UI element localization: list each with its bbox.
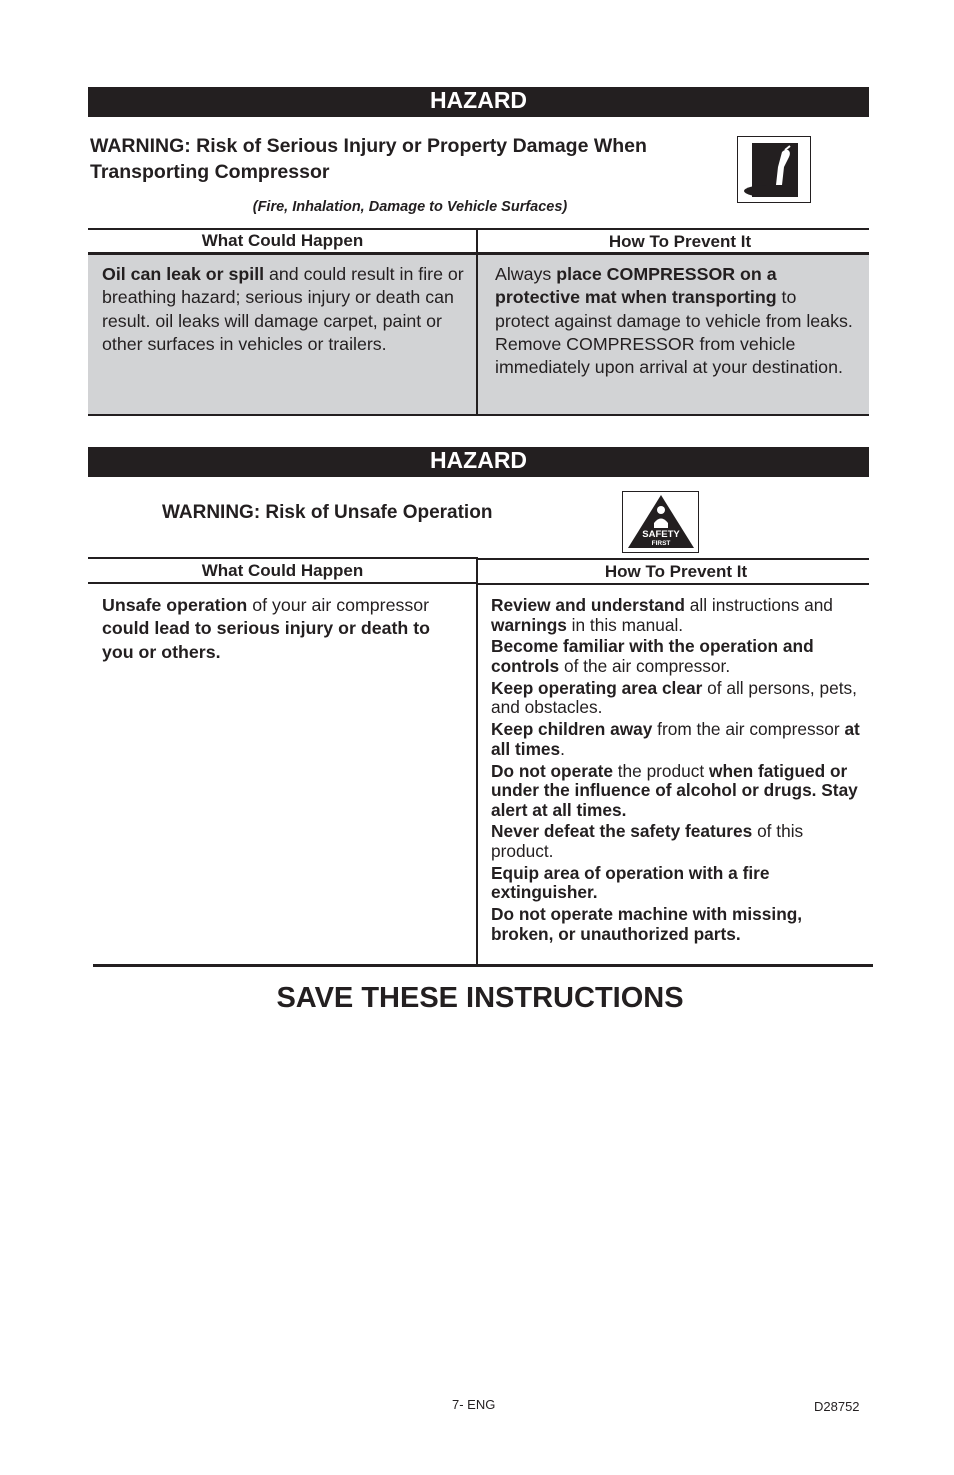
prevent-text-1: Always bbox=[495, 264, 557, 284]
prevent-text-2: to protect against damage to vehicle from leaks. Remove COMPRESSOR from vehicle immediately upon arrival at your destination. bbox=[495, 287, 853, 378]
unsafe-bold-1: Unsafe operation bbox=[102, 595, 248, 615]
col-header-how-2: How To Prevent It bbox=[604, 562, 748, 581]
divider bbox=[88, 228, 477, 230]
unsafe-bold-2: could lead to serious injury or death to you or others. bbox=[102, 618, 431, 662]
oil-leak-text: and could result in fire or breathing hazard; serious injury or death can result. oil leaks will damage carpet, paint or other surfaces in vehicles or trailers. bbox=[102, 264, 464, 354]
col-header-what-2: What Could Happen bbox=[201, 561, 364, 580]
prevent-bold: warnings bbox=[491, 614, 567, 635]
hazard-banner-2: HAZARD bbox=[88, 447, 869, 477]
prevent-bold-1: place COMPRESSOR on a protective mat when transporting bbox=[495, 264, 777, 308]
prevent-item bbox=[491, 762, 863, 821]
warning-title-1-line1: WARNING: Risk of Serious Injury or Property Damage When bbox=[90, 135, 647, 157]
prevent-text: . bbox=[560, 738, 565, 759]
prevent-item bbox=[491, 596, 863, 635]
how-to-prevent-2 bbox=[491, 596, 863, 947]
prevent-text: from the air compressor bbox=[652, 719, 845, 740]
prevent-bold: Do not operate machine with missing, broken, or unauthorized parts. bbox=[491, 904, 803, 944]
page-number: 7- ENG bbox=[452, 1397, 496, 1412]
hazard-banner-1: HAZARD bbox=[88, 87, 869, 117]
divider bbox=[477, 558, 869, 560]
unsafe-text-1: of your air compressor bbox=[247, 595, 430, 615]
col-header-how-1: How To Prevent It bbox=[608, 232, 752, 251]
warning-title-1 bbox=[90, 133, 647, 185]
divider bbox=[88, 582, 477, 584]
prevent-text: of this product. bbox=[491, 821, 804, 862]
prevent-bold: when fatigued or under the influence of alcohol or drugs. Stay alert at all times. bbox=[491, 760, 858, 820]
prevent-bold: Review and understand bbox=[491, 595, 685, 615]
oil-spill-icon bbox=[737, 136, 811, 203]
divider bbox=[477, 583, 869, 585]
prevent-item bbox=[491, 679, 863, 718]
warning-title-1-line2: Transporting Compressor bbox=[90, 161, 330, 183]
warning-title-2: WARNING: Risk of Unsafe Operation bbox=[162, 502, 493, 523]
prevent-item bbox=[491, 720, 863, 759]
divider bbox=[93, 964, 873, 967]
safety-first-icon bbox=[622, 491, 699, 553]
prevent-text: of the air compressor. bbox=[559, 655, 731, 676]
document-code: D28752 bbox=[814, 1399, 860, 1414]
oil-leak-bold: Oil can leak or spill bbox=[102, 264, 265, 284]
save-instructions-title: SAVE THESE INSTRUCTIONS bbox=[276, 982, 684, 1014]
prevent-text: of all persons, pets, and obstacles. bbox=[491, 677, 857, 718]
what-could-happen-1 bbox=[102, 263, 464, 356]
prevent-item bbox=[491, 864, 863, 903]
divider bbox=[477, 228, 869, 230]
divider bbox=[476, 557, 478, 966]
prevent-item bbox=[491, 637, 863, 676]
prevent-text: all instructions and bbox=[684, 595, 833, 615]
prevent-bold: Keep children away bbox=[491, 719, 653, 740]
what-could-happen-2 bbox=[102, 594, 464, 664]
prevent-bold: at all times bbox=[491, 719, 860, 759]
prevent-text: the product bbox=[612, 760, 710, 781]
prevent-bold: Equip area of operation with a fire extinguisher. bbox=[491, 862, 770, 903]
first-icon-text: FIRST bbox=[651, 540, 671, 547]
hazard-subtitle-1: (Fire, Inhalation, Damage to Vehicle Surfaces) bbox=[252, 199, 568, 215]
prevent-bold: Do not operate bbox=[491, 760, 613, 781]
safety-icon-text: SAFETY bbox=[642, 529, 680, 540]
prevent-item bbox=[491, 905, 863, 944]
prevent-bold: Keep operating area clear bbox=[491, 677, 703, 698]
prevent-text: in this manual. bbox=[566, 614, 684, 635]
divider bbox=[88, 557, 477, 559]
prevent-bold: Become familiar with the operation and controls bbox=[491, 636, 814, 676]
prevent-bold: Never defeat the safety features bbox=[491, 821, 753, 842]
prevent-item bbox=[491, 822, 863, 861]
how-to-prevent-1 bbox=[495, 263, 855, 379]
divider bbox=[476, 228, 478, 416]
col-header-what-1: What Could Happen bbox=[201, 231, 364, 250]
divider bbox=[88, 414, 869, 416]
